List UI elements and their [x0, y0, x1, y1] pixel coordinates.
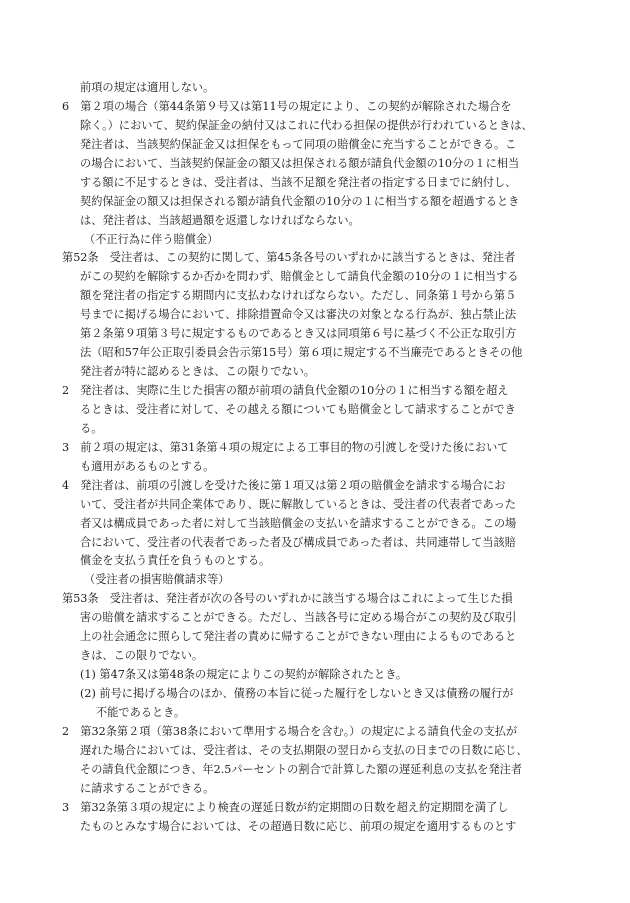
document-line: 3 第32条第３項の規定により検査の遅延日数が約定期間の日数を超え約定期間を満了し: [62, 800, 509, 814]
document-line: 遅れた場合においては、受注者は、その支払期限の翌日から支払の日までの日数に応じ、: [80, 743, 528, 757]
document-body: [62, 79, 568, 837]
document-line: 償金を支払う責任を負うものとする。: [80, 554, 271, 568]
document-line: 3 前２項の規定は、第31条第４項の規定による工事目的物の引渡しを受けた後において: [62, 440, 509, 454]
document-line: 第52条 受注者は、この契約に関して、第45条各号のいずれかに該当するときは、発注者: [62, 251, 516, 265]
document-line: 第53条 受注者は、発注者が次の各号のいずれかに該当する場合はこれによって生じた損: [62, 592, 513, 606]
document-line: 除く。）において、契約保証金の納付又はこれに代わる担保の提供が行われているときは、: [80, 118, 533, 132]
document-line: 害の賠償を請求することができる。ただし、当該各号に定める場合がこの契約及び取引: [80, 611, 517, 625]
document-line: 契約保証金の額又は担保される額が請負代金額の10分の１に相当する額を超過するとき: [80, 194, 520, 208]
document-line: きは、この限りでない。: [80, 649, 204, 663]
document-line: る。: [80, 421, 103, 435]
document-line: 第２条第９項第３号に規定するものであるとき又は同項第６号に基づく不公正な取引方: [80, 327, 517, 341]
document-line: その請負代金額につき、年2.5パーセントの割合で計算した額の遅延利息の支払を発注者: [80, 762, 523, 776]
document-line: （受注者の損害賠償請求等）: [84, 573, 230, 587]
document-line: 号までに掲げる場合において、排除措置命令又は審決の対象となる行為が、独占禁止法: [80, 308, 517, 322]
document-line: 不能であるとき。: [96, 705, 186, 719]
document-line: は、発注者は、当該超過額を返還しなければならない。: [80, 213, 360, 227]
document-line: るときは、受注者に対して、その越える額についても賠償金として請求することができ: [80, 402, 516, 416]
document-line: 2 発注者は、実際に生じた損害の額が前項の請負代金額の10分の１に相当する額を超え: [62, 384, 509, 397]
document-line: も適用があるものとする。: [80, 459, 215, 473]
document-line: がこの契約を解除するか否かを問わず、賠償金として請負代金額の10分の１に相当する: [80, 270, 519, 284]
document-line: (2) 前号に掲げる場合のほか、債務の本旨に従った履行をしないとき又は債務の履行が: [80, 687, 514, 700]
document-line: 法（昭和57年公正取引委員会告示第15号）第６項に規定する不当廉売であるときその他: [80, 346, 523, 360]
document-line: 2 第32条第２項（第38条において準用する場合を含む。）の規定による請負代金の支払が: [62, 724, 518, 738]
document-line: 発注者は、当該契約保証金又は担保をもって同項の賠償金に充当することができる。こ: [80, 137, 517, 151]
document-line: する額に不足するときは、受注者は、当該不足額を発注者の指定する日までに納付し、: [80, 175, 517, 189]
document-line: （不正行為に伴う賠償金）: [84, 232, 219, 246]
document-line: の場合において、当該契約保証金の額又は担保される額が請負代金額の10分の１に相当: [80, 156, 520, 170]
document-line: 上の社会通念に照らして発注者の責めに帰することができない理由によるものであると: [80, 630, 517, 644]
document-line: 4 発注者は、前項の引渡しを受けた後に第１項又は第２項の賠償金を請求する場合にお: [62, 478, 506, 492]
document-line: 者又は構成員であった者に対して当該賠償金の支払いを請求することができる。この場: [80, 516, 517, 530]
document-line: 合において、受注者の代表者であった者及び構成員であった者は、共同連帯して当該賠: [80, 535, 516, 549]
document-line: 発注者が特に認めるときは、この限りでない。: [80, 365, 315, 379]
document-line: いて、受注者が共同企業体であり、既に解散しているときは、受注者の代表者であった: [80, 497, 516, 511]
document-line: たものとみなす場合においては、その超過日数に応じ、前項の規定を適用するものとす: [80, 819, 517, 833]
document-line: 前項の規定は適用しない。: [80, 81, 215, 94]
document-line: に請求することができる。: [80, 781, 215, 795]
document-line: 額を発注者の指定する期間内に支払わなければならない。ただし、同条第１号から第５: [80, 289, 517, 303]
document-line: (1) 第47条又は第48条の規定によりこの契約が解除されたとき。: [80, 668, 408, 682]
document-line: 6 第２項の場合（第44条第９号又は第11号の規定により、この契約が解除された場合を: [62, 99, 512, 113]
